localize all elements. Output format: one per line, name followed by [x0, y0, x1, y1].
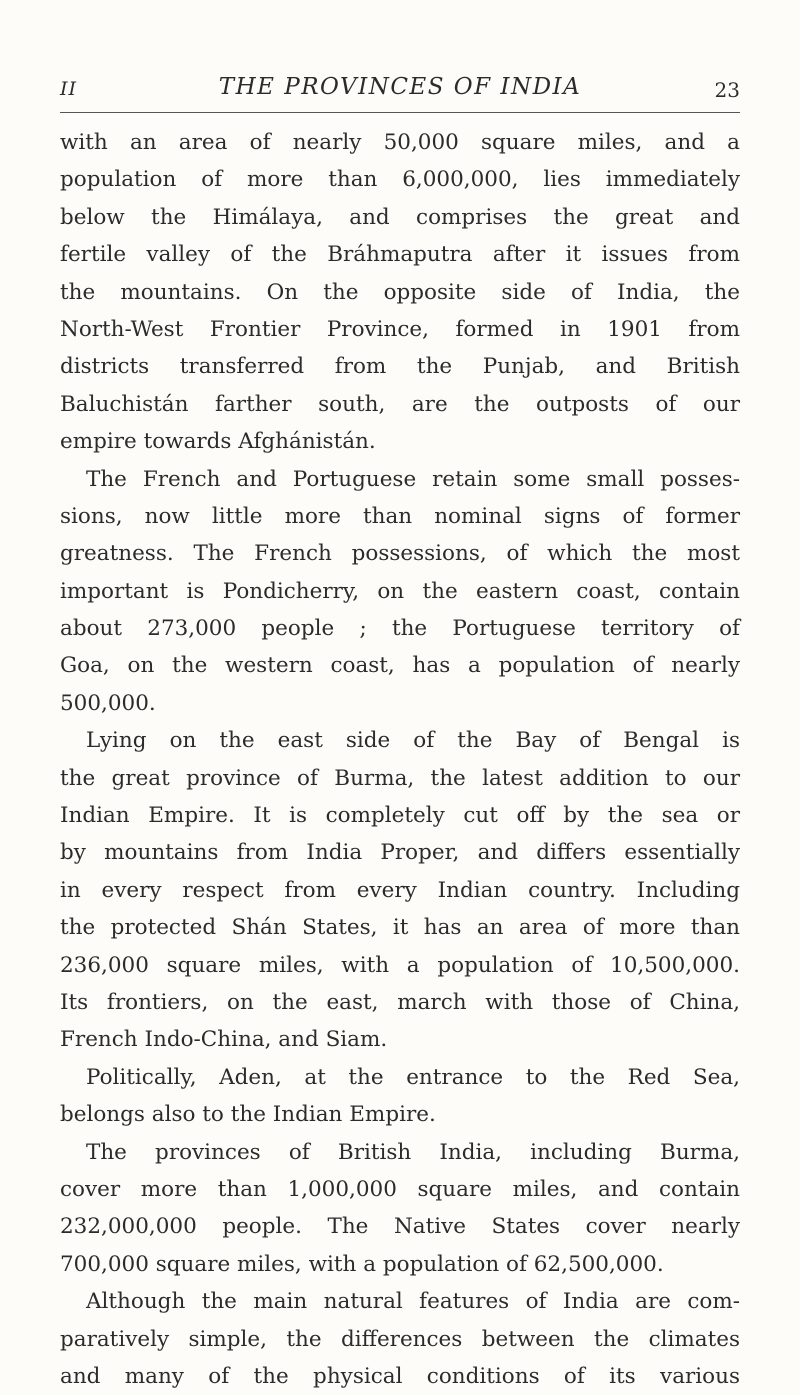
text-line: by mountains from India Proper, and differs essentially	[60, 840, 740, 866]
chapter-number: II	[60, 78, 78, 100]
text-line: belongs also to the Indian Empire.	[60, 1102, 436, 1128]
text-line: below the Himálaya, and comprises the great and	[60, 204, 740, 230]
text-line: Baluchistán farther south, are the outposts of our	[60, 391, 740, 417]
text-line: 500,000.	[60, 690, 156, 716]
paragraph-start-line: The French and Portuguese retain some small posses-	[86, 466, 740, 492]
text-line: districts transferred from the Punjab, and British	[60, 354, 740, 380]
paragraph-start-line: The provinces of British India, including Burma,	[86, 1139, 740, 1165]
text-line: sions, now little more than nominal signs of former	[60, 503, 740, 529]
paragraph-start-line: Although the main natural features of India are com-	[86, 1289, 740, 1315]
text-line: empire towards Afghánistán.	[60, 429, 376, 455]
text-line: Goa, on the western coast, has a population of nearly	[60, 653, 740, 679]
text-line: the protected Shán States, it has an area of more than	[60, 915, 740, 941]
text-line: paratively simple, the differences between the climates	[60, 1326, 740, 1352]
paragraph-start-line: Politically, Aden, at the entrance to the Red Sea,	[86, 1064, 740, 1090]
text-line: important is Pondicherry, on the eastern coast, contain	[60, 578, 740, 604]
text-line: Its frontiers, on the east, march with those of China,	[60, 989, 740, 1015]
book-page	[60, 0, 740, 1389]
text-line: greatness. The French possessions, of which the most	[60, 541, 740, 567]
text-line: Indian Empire. It is completely cut off by the sea or	[60, 803, 740, 829]
page-number: 23	[714, 78, 740, 102]
text-line: fertile valley of the Bráhmaputra after it issues from	[60, 242, 740, 268]
text-line: 232,000,000 people. The Native States cover nearly	[60, 1214, 740, 1240]
text-line: in every respect from every Indian country. Including	[60, 877, 740, 903]
text-line: North-West Frontier Province, formed in 1901 from	[60, 316, 740, 342]
running-title: THE PROVINCES OF INDIA	[218, 74, 582, 100]
paragraph-start-line: Lying on the east side of the Bay of Bengal is	[86, 728, 740, 754]
text-line: the mountains. On the opposite side of India, the	[60, 279, 740, 305]
text-line: population of more than 6,000,000, lies immediately	[60, 167, 740, 193]
text-line: 700,000 square miles, with a population of 62,500,000.	[60, 1251, 664, 1277]
text-line: with an area of nearly 50,000 square miles, and a	[60, 130, 740, 155]
text-line: cover more than 1,000,000 square miles, and contain	[60, 1176, 740, 1202]
text-line: and many of the physical conditions of its various	[60, 1363, 740, 1389]
text-line: about 273,000 people ; the Portuguese territory of	[60, 616, 740, 642]
text-line: French Indo-China, and Siam.	[60, 1027, 388, 1053]
running-head	[60, 74, 740, 106]
header-rule	[60, 112, 740, 113]
text-line: the great province of Burma, the latest addition to our	[60, 765, 740, 791]
text-line: 236,000 square miles, with a population of 10,500,000.	[60, 952, 740, 978]
body-text	[60, 124, 740, 1395]
